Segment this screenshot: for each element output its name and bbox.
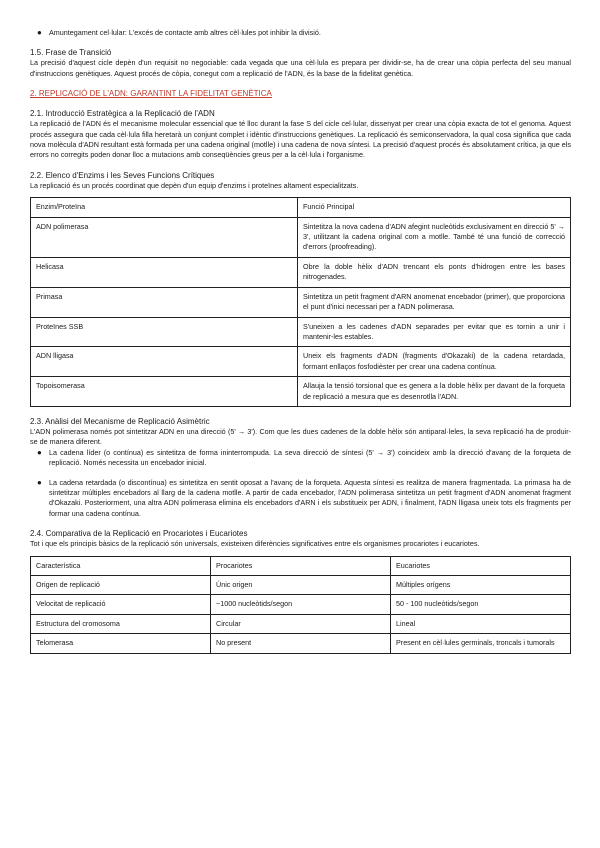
heading-1-5: 1.5. Frase de Transició [30,48,112,58]
table-row [31,595,571,614]
heading-2-2: 2.2. Elenco d'Enzims i les Seves Funcions Crítiques [30,170,215,180]
paragraph-1-5: La precisió d'aquest cicle depèn d'un requisit no negociable: cada vegada que una cèl·lula es prepara per dividir-se, ha de crear una còpia perfecta del seu manual d'instruccions genètiques. Aquest procés de còpia, conegut com a replicació de l'ADN, és la base de la fidelitat genètica. [30,58,571,78]
table-cell: Múltiples orígens [391,576,571,595]
bullet-icon: ● [37,447,42,457]
bullet-icon: ● [37,477,42,487]
list-item [30,28,571,38]
table-header-cell: Eucariotes [391,556,571,575]
table-header-row [31,198,571,217]
table-cell: Estructura del cromosoma [31,614,211,633]
table-header-cell: Característica [31,556,211,575]
table-header-row [31,556,571,575]
table-cell: ~1000 nucleòtids/segon [211,595,391,614]
table-cell: Lineal [391,614,571,633]
enzyme-name: ADN polimerasa [31,217,298,257]
table-row [31,634,571,653]
enzyme-name: Proteïnes SSB [31,317,298,347]
table-row [31,317,571,347]
enzyme-name: Helicasa [31,257,298,287]
table-cell: Circular [211,614,391,633]
table-row [31,614,571,633]
table-header-cell: Enzim/Proteïna [31,198,298,217]
enzyme-function: S'uneixen a les cadenes d'ADN separades per evitar que es tornin a unir i mantenir-les estables. [298,317,571,347]
enzyme-function: Obre la doble hèlix d'ADN trencant els ponts d'hidrogen entre les bases nitrogenades. [298,257,571,287]
paragraph-2-2: La replicació és un procés coordinat que depèn d'un equip d'enzims i proteïnes altament especialitzats. [30,180,359,190]
table-header-cell: Funció Principal [298,198,571,217]
lagging-strand-text: La cadena retardada (o discontínua) es sintetitza en sentit oposat a l'avanç de la forqueta. Aquesta síntesi es realitza de manera fragmentada. La primasa ha de sintetitzar múltiples encebadors al llarg de la cadena motlle. A partir de cada encebador, l'ADN polimerasa sintetitza un petit fragment d'ADN anomenat fragment d'Okazaki. Posteriorment, una altra ADN polimerasa elimina els encebadors d'ARN i els substitueix per ADN, i finalment, l'ADN lligasa uneix tots els fragments per formar una cadena contínua. [49,477,571,518]
enzyme-name: ADN lligasa [31,347,298,377]
table-header-cell: Procariotes [211,556,391,575]
enzyme-name: Topoisomerasa [31,377,298,407]
table-cell: Origen de replicació [31,576,211,595]
list-item [30,448,571,469]
table-row [31,576,571,595]
table-row [31,217,571,257]
paragraph-2-3: L'ADN polimerasa només pot sintetitzar ADN en una direcció (5' → 3'). Com que les dues cadenes de la doble hèlix són antiparal·leles, la seva replicació ha de produir-se de manera diferent. [30,426,571,447]
list-item [30,478,571,520]
bullet-icon: ● [37,28,42,37]
table-cell: 50 - 100 nucleòtids/segon [391,595,571,614]
heading-2-4: 2.4. Comparativa de la Replicació en Procariotes i Eucariotes [30,529,248,539]
enzyme-function: Sintetitza un petit fragment d'ARN anomenat encebador (primer), que proporciona el punt d'inici necessari per a l'ADN polimerasa. [298,287,571,317]
paragraph-2-4: Tot i que els principis bàsics de la replicació són universals, existeixen diferències significatives entre els organismes procariotes i eucariotes. [30,539,480,549]
table-cell: Velocitat de replicació [31,595,211,614]
heading-2-3: 2.3. Anàlisi del Mecanisme de Replicació Asimètric [30,416,210,426]
table-row [31,347,571,377]
table-row [31,287,571,317]
enzyme-function: Allauja la tensió torsional que es genera a la doble hèlix per davant de la forqueta de replicació a mesura que es desenrotlla l'ADN. [298,377,571,407]
section-title: 2. REPLICACIÓ DE L'ADN: GARANTINT LA FIDELITAT GENÈTICA [30,89,272,99]
leading-strand-text: La cadena líder (o contínua) es sintetitza de forma ininterrompuda. La seva direcció de síntesi (5' → 3') coincideix amb la direcció d'avanç de la forqueta de replicació. Només necessita un encebador inicial. [49,447,571,468]
heading-2-1: 2.1. Introducció Estratègica a la Replicació de l'ADN [30,109,215,119]
table-cell: No present [211,634,391,653]
table-row [31,257,571,287]
table-cell: Present en cèl·lules germinals, troncals i tumorals [391,634,571,653]
table-cell: Únic origen [211,576,391,595]
enzymes-table [30,197,571,407]
table-cell: Telomerasa [31,634,211,653]
enzyme-function: Uneix els fragments d'ADN (fragments d'Okazaki) de la cadena retardada, formant enllaços fosfodièster per crear una cadena contínua. [298,347,571,377]
comparison-table [30,556,571,654]
enzyme-name: Primasa [31,287,298,317]
top-bullet-text: Amuntegament cel·lular: L'excés de contacte amb altres cèl·lules pot inhibir la divisió. [49,28,321,37]
paragraph-2-1: La replicació de l'ADN és el mecanisme molecular essencial que té lloc durant la fase S del cicle cel·lular, dissenyat per crear una còpia exacta de tot el genoma. Aquest procés assegura que cada cèl·lula filla heretarà un conjunt complet i idèntic d'instruccions genètiques. La replicació és semiconservadora, la qual cosa significa que cada nova molècula d'ADN resultant està formada per una cadena original (motlle) i una cadena de nova síntesi. La precisió d'aquest procés és absolutament crítica, ja que els errors no corregits poden donar lloc a mutacions amb conseqüències greus per a la cèl·lula i l'organisme. [30,119,571,160]
table-row [31,377,571,407]
document-page [30,28,571,654]
enzyme-function: Sintetitza la nova cadena d'ADN afegint nucleòtids exclusivament en direcció 5' → 3', utilitzant la cadena original com a motlle. També té una funció de correcció d'errors (proofreading). [298,217,571,257]
